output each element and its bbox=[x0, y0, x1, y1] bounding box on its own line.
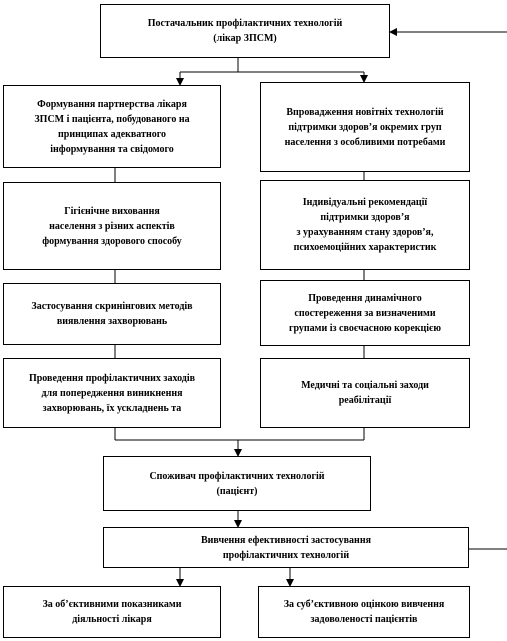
rehabilitation-box bbox=[260, 358, 470, 428]
rehab-text-line: Медичні та соціальні заходи bbox=[301, 380, 429, 391]
prevention-text-line: Проведення профілактичних заходів bbox=[28, 372, 196, 384]
individual-text-line: Індивідуальні рекомендації bbox=[302, 197, 428, 208]
provider-text-line: (лікар ЗПСМ) bbox=[213, 33, 277, 44]
individual-text-line: з урахуванням стану здоров’я, bbox=[296, 227, 434, 238]
new-tech-box bbox=[260, 82, 470, 172]
subjective-text-line: За суб’єктивною оцінкою вивчення bbox=[283, 599, 445, 610]
dynamic-text-line: групами із своєчасною корекцією bbox=[288, 322, 442, 334]
dynamic-text-line: спостереження за визначеними bbox=[294, 307, 436, 319]
prevention-text-line: для попередження виникнення bbox=[41, 387, 183, 399]
dynamic-observation-box bbox=[260, 280, 470, 346]
new-tech-text-line: населення з особливими потребами bbox=[284, 136, 446, 148]
efficiency-text-line: Вивчення ефективності застосування bbox=[201, 534, 371, 546]
dynamic-text-line: Проведення динамічного bbox=[308, 292, 422, 304]
prevention-box bbox=[3, 358, 221, 428]
individual-recommendations-box bbox=[260, 180, 470, 270]
screening-box bbox=[3, 283, 221, 345]
subjective-text-line: задоволеності пацієнтів bbox=[310, 614, 418, 625]
prevention-text-line: захворювань, їх ускладнень та bbox=[42, 402, 182, 414]
provider-box bbox=[100, 4, 390, 58]
objective-indicators-box bbox=[3, 586, 221, 638]
objective-text-line: За об’єктивними показниками bbox=[42, 599, 182, 610]
rehab-text-line: реабілітації bbox=[338, 395, 392, 406]
hygiene-box bbox=[3, 182, 221, 270]
hygiene-text-line: формування здорового способу bbox=[42, 235, 182, 247]
partnership-text-line: ЗПСМ і пацієнта, побудованого на bbox=[34, 113, 190, 125]
new-tech-text-line: Впровадження новітніх технологій bbox=[286, 106, 444, 118]
subjective-assessment-box bbox=[258, 586, 470, 638]
hygiene-text-line: Гігієнічне виховання bbox=[64, 205, 160, 217]
consumer-text-line: Споживач профілактичних технологій bbox=[149, 470, 325, 482]
screening-text-line: виявлення захворювань bbox=[56, 316, 168, 327]
partnership-text-line: Формування партнерства лікаря bbox=[37, 98, 187, 110]
provider-text-line: Постачальник профілактичних технологій bbox=[147, 18, 343, 29]
individual-text-line: психоемоційних характеристик bbox=[293, 242, 437, 253]
objective-text-line: діяльності лікаря bbox=[72, 614, 152, 625]
individual-text-line: підтримки здоров’я bbox=[320, 212, 410, 223]
efficiency-study-box bbox=[103, 527, 469, 568]
hygiene-text-line: населення з різних аспектів bbox=[49, 220, 175, 232]
consumer-text-line: (пацієнт) bbox=[216, 485, 258, 497]
new-tech-text-line: підтримки здоров’я окремих груп bbox=[288, 121, 442, 133]
consumer-box bbox=[103, 456, 371, 511]
partnership-text-line: принципах адекватного bbox=[58, 128, 166, 140]
efficiency-text-line: профілактичних технологій bbox=[222, 549, 350, 561]
screening-text-line: Застосування скринінгових методів bbox=[31, 301, 193, 312]
partnership-box bbox=[3, 85, 221, 168]
partnership-text-line: інформування та свідомого bbox=[50, 143, 174, 155]
